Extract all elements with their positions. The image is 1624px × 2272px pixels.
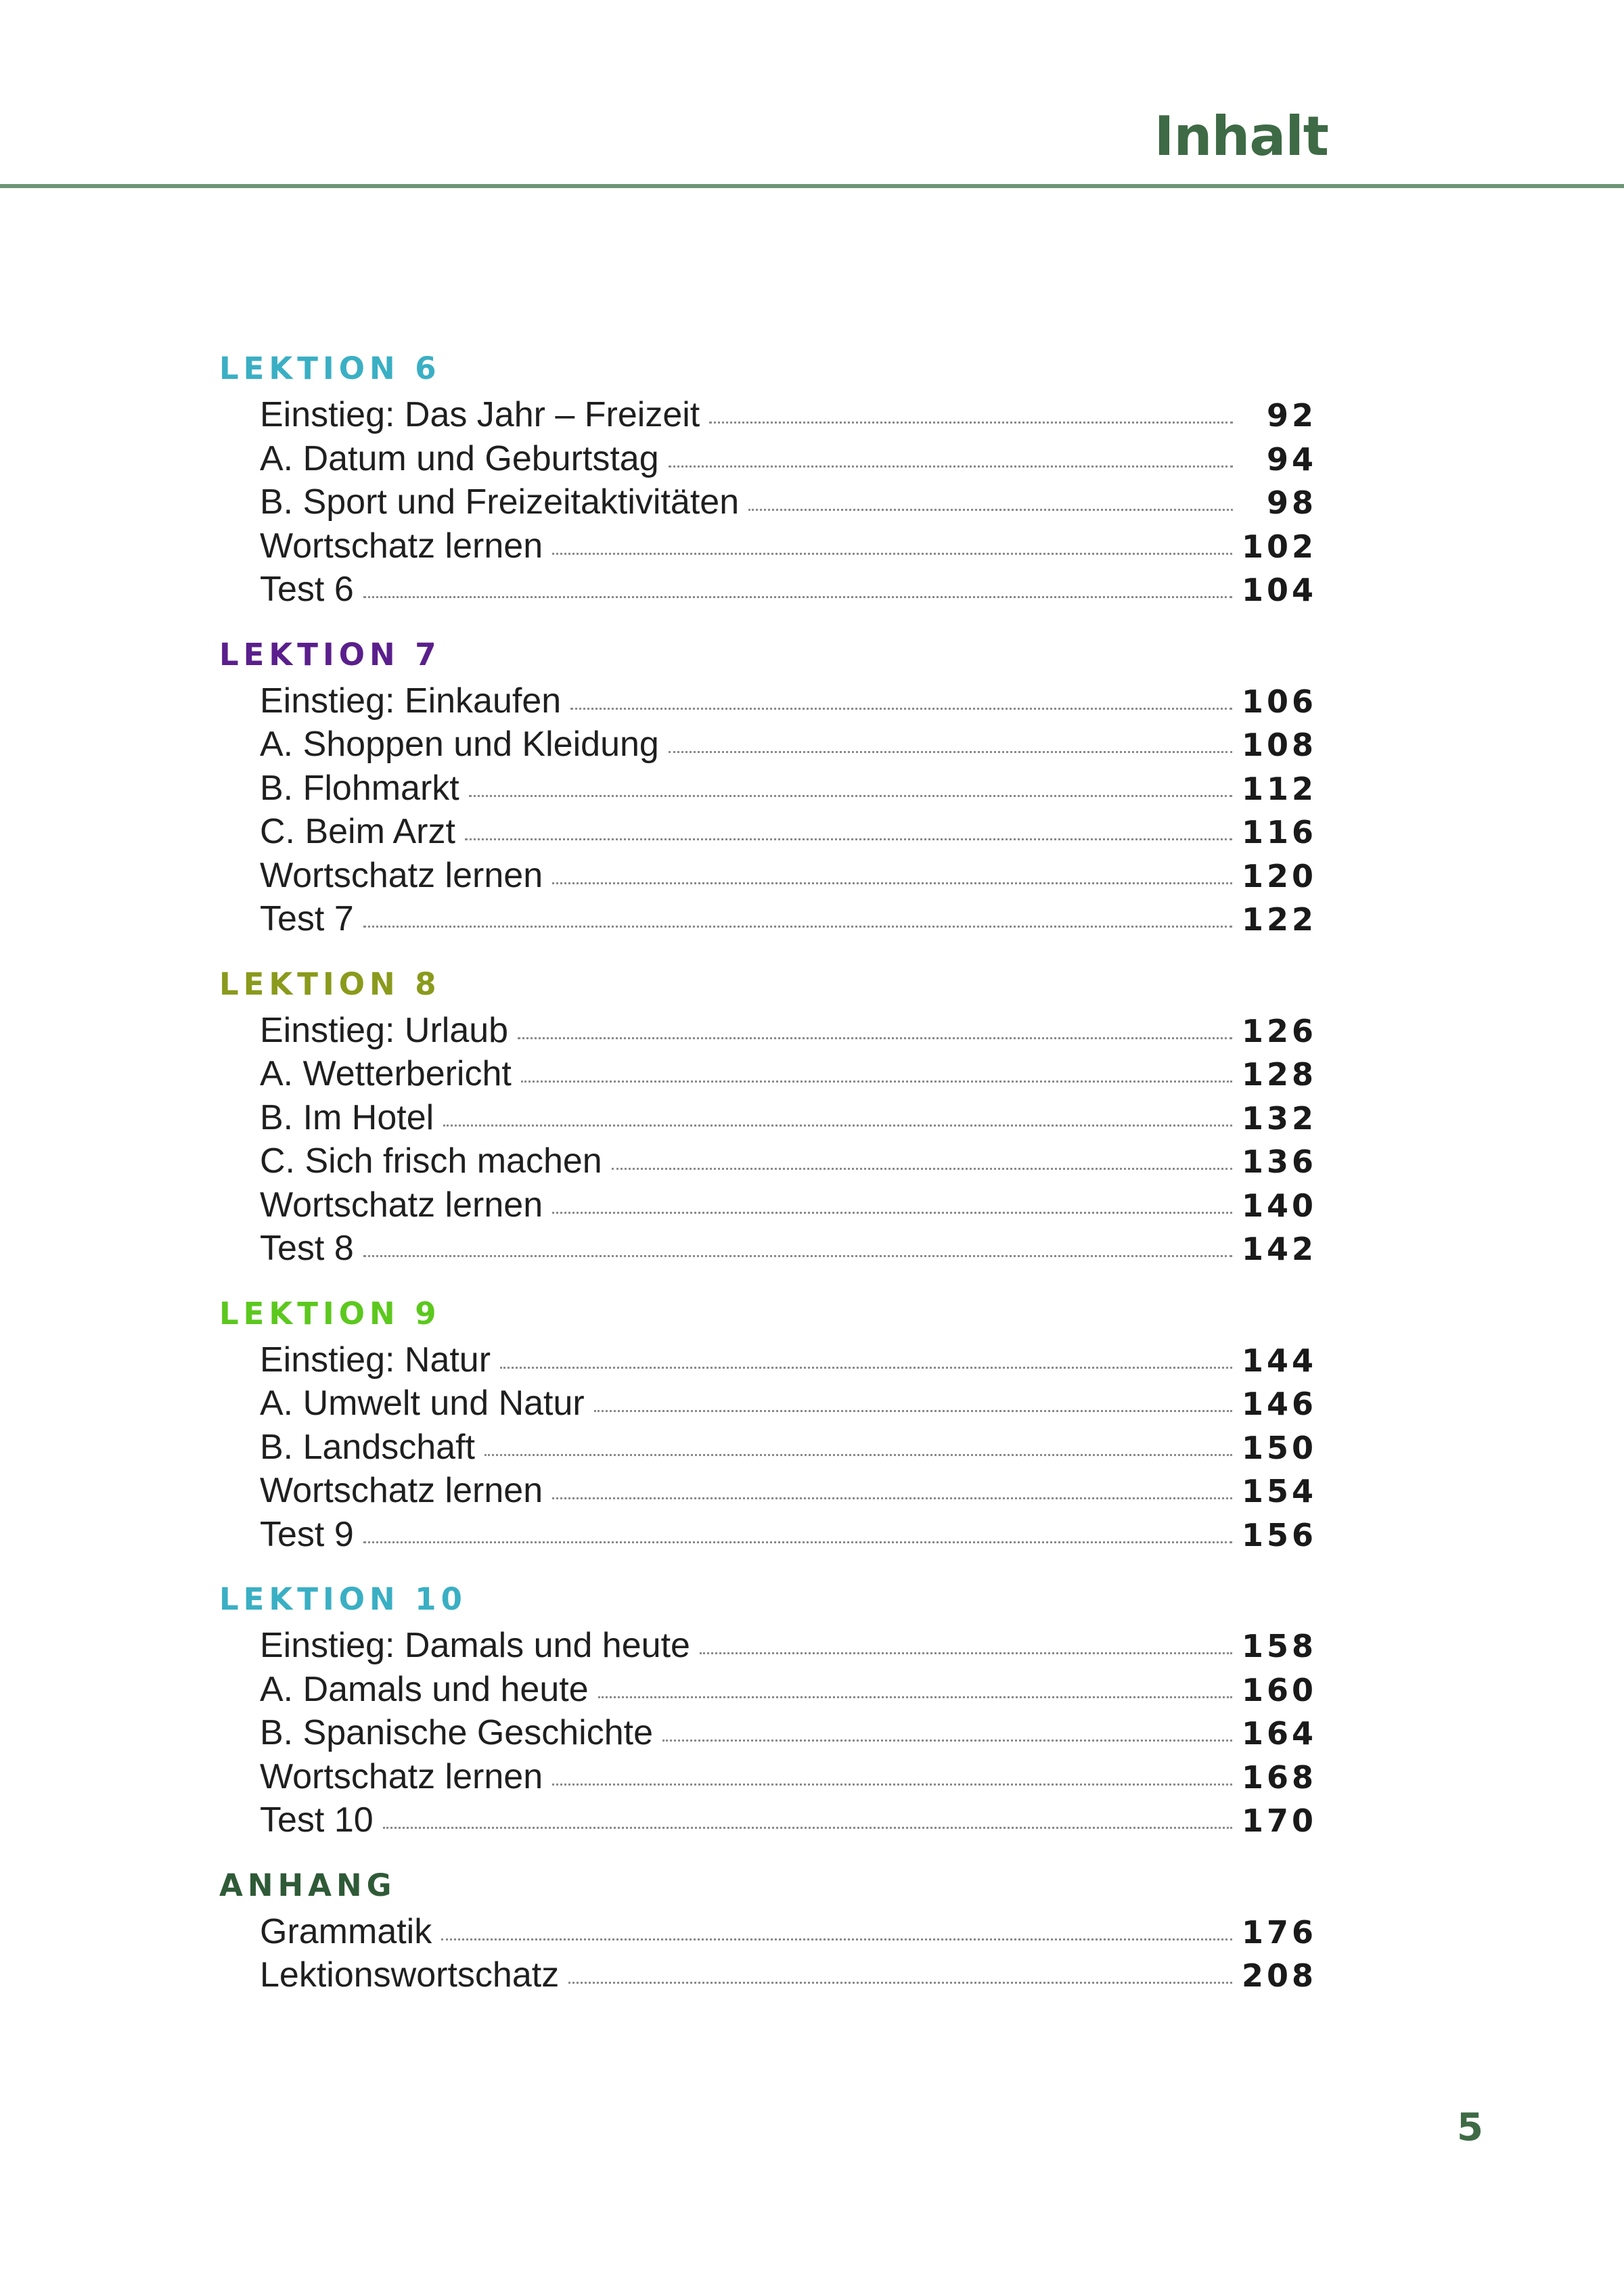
toc-entry-page: 154	[1241, 1473, 1317, 1509]
toc-entry-label: B. Im Hotel	[260, 1097, 434, 1137]
dot-leader	[521, 1081, 1232, 1083]
dot-leader	[570, 708, 1232, 710]
toc-entry-label: A. Datum und Geburtstag	[260, 438, 659, 478]
section-heading: LEKTION 7	[219, 636, 441, 673]
dot-leader	[669, 751, 1232, 753]
toc-entry-label: Wortschatz lernen	[260, 1471, 543, 1510]
toc-entry-page: 116	[1241, 814, 1317, 850]
toc-entry-label: B. Landschaft	[260, 1427, 475, 1467]
toc-entry-page: 94	[1266, 440, 1317, 478]
toc-entry-label: A. Shoppen und Kleidung	[260, 725, 659, 764]
page-title: Inhalt	[1154, 105, 1328, 168]
dot-leader	[518, 1037, 1232, 1039]
toc-entry-page: 140	[1241, 1187, 1317, 1224]
toc-entry-page: 112	[1241, 770, 1317, 807]
toc-entry[interactable]	[260, 1227, 1317, 1271]
toc-entry[interactable]	[260, 897, 1317, 941]
toc-entry[interactable]	[260, 1426, 1317, 1470]
toc-entry-page: 158	[1241, 1628, 1317, 1664]
toc-entry-page: 106	[1241, 683, 1317, 720]
dot-leader	[552, 1783, 1232, 1786]
toc-entry[interactable]	[260, 1668, 1317, 1712]
toc-entry-page: 126	[1241, 1012, 1317, 1049]
toc-entry[interactable]	[260, 1382, 1317, 1426]
toc-entry-page: 146	[1241, 1386, 1317, 1422]
toc-entry[interactable]	[260, 1096, 1317, 1140]
toc-entry-label: C. Beim Arzt	[260, 812, 455, 851]
table-of-contents	[219, 348, 1317, 2020]
toc-entry-label: Grammatik	[260, 1911, 432, 1951]
toc-entry-label: Wortschatz lernen	[260, 526, 543, 566]
toc-entry-page: 128	[1241, 1056, 1317, 1093]
toc-entry-label: B. Sport und Freizeitaktivitäten	[260, 482, 740, 522]
toc-entry-page: 104	[1241, 572, 1317, 608]
toc-entry-label: B. Spanische Geschichte	[260, 1713, 653, 1752]
toc-entry[interactable]	[260, 393, 1317, 437]
dot-leader	[612, 1168, 1232, 1170]
dot-leader	[465, 838, 1232, 840]
section-heading: LEKTION 8	[219, 965, 441, 1002]
toc-entry[interactable]	[260, 767, 1317, 811]
toc-entry[interactable]	[260, 1009, 1317, 1053]
dot-leader	[484, 1454, 1232, 1456]
dot-leader	[363, 1255, 1232, 1257]
toc-entry-page: 144	[1241, 1342, 1317, 1379]
toc-entry-label: Test 6	[260, 570, 354, 609]
header-rule	[0, 184, 1624, 188]
toc-entry-label: Lektionswortschatz	[260, 1955, 560, 1995]
toc-entry-page: 92	[1266, 397, 1317, 434]
toc-entry[interactable]	[260, 480, 1317, 524]
toc-entry-label: Wortschatz lernen	[260, 1756, 543, 1796]
toc-entry-label: C. Sich frisch machen	[260, 1141, 602, 1181]
toc-entry-label: Einstieg: Urlaub	[260, 1010, 509, 1050]
dot-leader	[594, 1410, 1232, 1412]
dot-leader	[383, 1827, 1232, 1829]
toc-entry[interactable]	[260, 1910, 1317, 1954]
toc-entry[interactable]	[260, 723, 1317, 767]
dot-leader	[363, 596, 1232, 598]
toc-entry-page: 136	[1241, 1143, 1317, 1180]
toc-entry-page: 170	[1241, 1802, 1317, 1839]
toc-entry[interactable]	[260, 437, 1317, 481]
toc-entry[interactable]	[260, 854, 1317, 898]
toc-entry-page: 164	[1241, 1715, 1317, 1752]
dot-leader	[709, 422, 1233, 424]
toc-entry[interactable]	[260, 1798, 1317, 1842]
toc-entry-label: Test 7	[260, 899, 354, 938]
dot-leader	[700, 1652, 1232, 1654]
toc-entry-page: 176	[1241, 1913, 1317, 1951]
toc-entry-label: Einstieg: Natur	[260, 1340, 491, 1380]
dot-leader	[568, 1982, 1232, 1984]
dot-leader	[662, 1740, 1232, 1742]
toc-entry[interactable]	[260, 1513, 1317, 1557]
toc-entry-label: Wortschatz lernen	[260, 1185, 543, 1225]
toc-entry-page: 168	[1241, 1758, 1317, 1796]
section-heading: LEKTION 6	[219, 350, 441, 386]
toc-entry-page: 142	[1241, 1231, 1317, 1267]
dot-leader	[441, 1938, 1232, 1940]
toc-entry-page: 132	[1241, 1099, 1317, 1137]
dot-leader	[669, 465, 1233, 468]
section-heading: ANHANG	[219, 1867, 397, 1903]
dot-leader	[363, 926, 1232, 928]
page-number: 5	[1457, 2106, 1483, 2150]
dot-leader	[552, 1212, 1232, 1214]
dot-leader	[552, 1497, 1232, 1499]
toc-entry[interactable]	[260, 1183, 1317, 1227]
dot-leader	[748, 509, 1233, 511]
toc-section	[219, 635, 1317, 941]
toc-entry[interactable]	[260, 810, 1317, 854]
toc-entry-page: 122	[1241, 901, 1317, 938]
toc-entry-label: A. Umwelt und Natur	[260, 1384, 585, 1423]
dot-leader	[598, 1696, 1232, 1698]
toc-entry-label: Test 10	[260, 1800, 374, 1840]
toc-entry[interactable]	[260, 568, 1317, 612]
dot-leader	[552, 882, 1232, 884]
toc-entry-label: Test 9	[260, 1514, 354, 1554]
dot-leader	[443, 1124, 1232, 1127]
toc-entry-page: 208	[1241, 1957, 1317, 1994]
toc-entry-label: Wortschatz lernen	[260, 855, 543, 895]
toc-entry-label: Test 8	[260, 1229, 354, 1268]
toc-entry-page: 160	[1241, 1671, 1317, 1708]
dot-leader	[500, 1367, 1232, 1369]
toc-section	[219, 348, 1317, 612]
toc-entry-page: 156	[1241, 1516, 1317, 1553]
toc-entry[interactable]	[260, 1711, 1317, 1755]
toc-entry-label: A. Damals und heute	[260, 1669, 589, 1709]
toc-entry[interactable]	[260, 1469, 1317, 1513]
toc-entry-page: 108	[1241, 727, 1317, 763]
section-heading: LEKTION 10	[219, 1581, 467, 1617]
toc-entry-label: A. Wetterbericht	[260, 1054, 512, 1093]
toc-section	[219, 1294, 1317, 1557]
toc-entry[interactable]	[260, 1052, 1317, 1096]
toc-entry-label: B. Flohmarkt	[260, 768, 459, 808]
toc-entry[interactable]	[260, 1624, 1317, 1668]
dot-leader	[469, 795, 1232, 797]
toc-entry-label: Einstieg: Damals und heute	[260, 1626, 690, 1665]
toc-entry-label: Einstieg: Das Jahr – Freizeit	[260, 395, 700, 434]
toc-entry-page: 150	[1241, 1429, 1317, 1466]
toc-entry-page: 98	[1266, 484, 1317, 521]
toc-section	[219, 964, 1317, 1271]
toc-section	[219, 1579, 1317, 1842]
toc-entry[interactable]	[260, 1953, 1317, 1997]
toc-entry[interactable]	[260, 1338, 1317, 1382]
toc-section	[219, 1865, 1317, 1997]
toc-entry-page: 120	[1241, 857, 1317, 894]
toc-entry[interactable]	[260, 524, 1317, 568]
dot-leader	[363, 1541, 1232, 1543]
toc-entry[interactable]	[260, 1139, 1317, 1183]
section-heading: LEKTION 9	[219, 1295, 441, 1332]
toc-entry[interactable]	[260, 679, 1317, 723]
dot-leader	[552, 553, 1232, 555]
toc-entry-label: Einstieg: Einkaufen	[260, 681, 562, 721]
toc-entry[interactable]	[260, 1755, 1317, 1799]
toc-entry-page: 102	[1241, 528, 1317, 565]
